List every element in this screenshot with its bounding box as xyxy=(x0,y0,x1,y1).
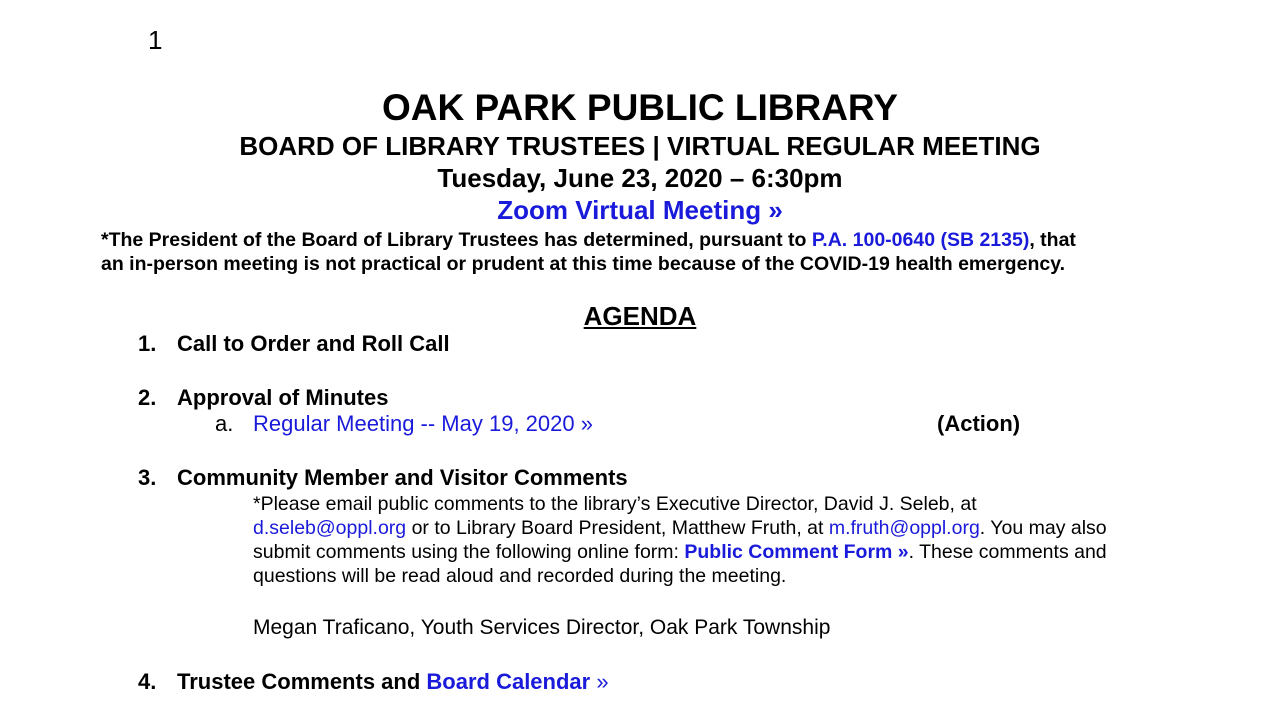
board-calendar-link-text: Board Calendar xyxy=(426,669,591,694)
may-19-minutes-link[interactable]: Regular Meeting -- May 19, 2020 » xyxy=(253,411,593,436)
agenda-item-number: 3. xyxy=(138,465,157,490)
subitem-letter: a. xyxy=(215,411,234,436)
email-fruth-link[interactable]: m.fruth@oppl.org xyxy=(828,517,980,539)
agenda-heading: AGENDA xyxy=(583,301,697,331)
page-number: 1 xyxy=(148,25,163,55)
zoom-meeting-link[interactable]: Zoom Virtual Meeting » xyxy=(497,195,783,225)
agenda-item-2 xyxy=(138,385,388,411)
pa-100-0640-link[interactable]: P.A. 100-0640 (SB 2135) xyxy=(811,229,1030,251)
board-calendar-link[interactable] xyxy=(426,669,608,694)
notice-line-2: an in-person meeting is not practical or prudent at this time because of the COVID-19 health emergency. xyxy=(101,253,1066,275)
library-title: OAK PARK PUBLIC LIBRARY xyxy=(382,87,898,128)
agenda-item-number: 4. xyxy=(138,669,157,694)
action-label: (Action) xyxy=(937,411,1021,436)
comments-line-4: questions will be read aloud and recorded during the meeting. xyxy=(253,565,787,587)
agenda-item-1 xyxy=(138,331,450,357)
comments-line-3 xyxy=(253,540,1107,564)
public-comment-form-link[interactable]: Public Comment Form » xyxy=(684,541,909,563)
comments-line-1: *Please email public comments to the library’s Executive Director, David J. Seleb, at xyxy=(253,493,977,515)
agenda-item-label: Trustee Comments and xyxy=(177,669,427,694)
notice-line-1-suffix: , that xyxy=(1029,229,1076,251)
comments-line-2-text: or to Library Board President, Matthew Fruth, at xyxy=(406,517,829,539)
comments-line-3-text: submit comments using the following online form: xyxy=(253,541,685,563)
agenda-heading-row xyxy=(0,300,1280,332)
agenda-item-label: Call to Order and Roll Call xyxy=(177,331,450,356)
meeting-date: Tuesday, June 23, 2020 – 6:30pm xyxy=(437,163,843,193)
comments-line-2 xyxy=(253,516,1107,540)
covid-notice xyxy=(101,228,1201,276)
agenda-item-number: 2. xyxy=(138,385,157,410)
notice-line-1-text: *The President of the Board of Library Trustees has determined, pursuant to xyxy=(101,229,812,251)
agenda-item-4 xyxy=(138,669,609,695)
agenda-subitem-2a xyxy=(215,411,593,437)
agenda-item-label: Community Member and Visitor Comments xyxy=(177,465,628,490)
agenda-item-number: 1. xyxy=(138,331,157,356)
comments-line-3-suffix: . These comments and xyxy=(908,541,1107,563)
agenda-item-label: Approval of Minutes xyxy=(177,385,389,410)
speaker-line: Megan Traficano, Youth Services Director, Oak Park Township xyxy=(253,616,831,639)
meeting-subtitle: BOARD OF LIBRARY TRUSTEES | VIRTUAL REGULAR MEETING xyxy=(239,131,1041,161)
notice-line-1 xyxy=(101,228,1201,252)
agenda-item-3 xyxy=(138,465,628,491)
comments-line-2-suffix: . You may also xyxy=(979,517,1107,539)
board-calendar-link-arrow: » xyxy=(590,669,609,694)
email-seleb-link[interactable]: d.seleb@oppl.org xyxy=(253,517,407,539)
